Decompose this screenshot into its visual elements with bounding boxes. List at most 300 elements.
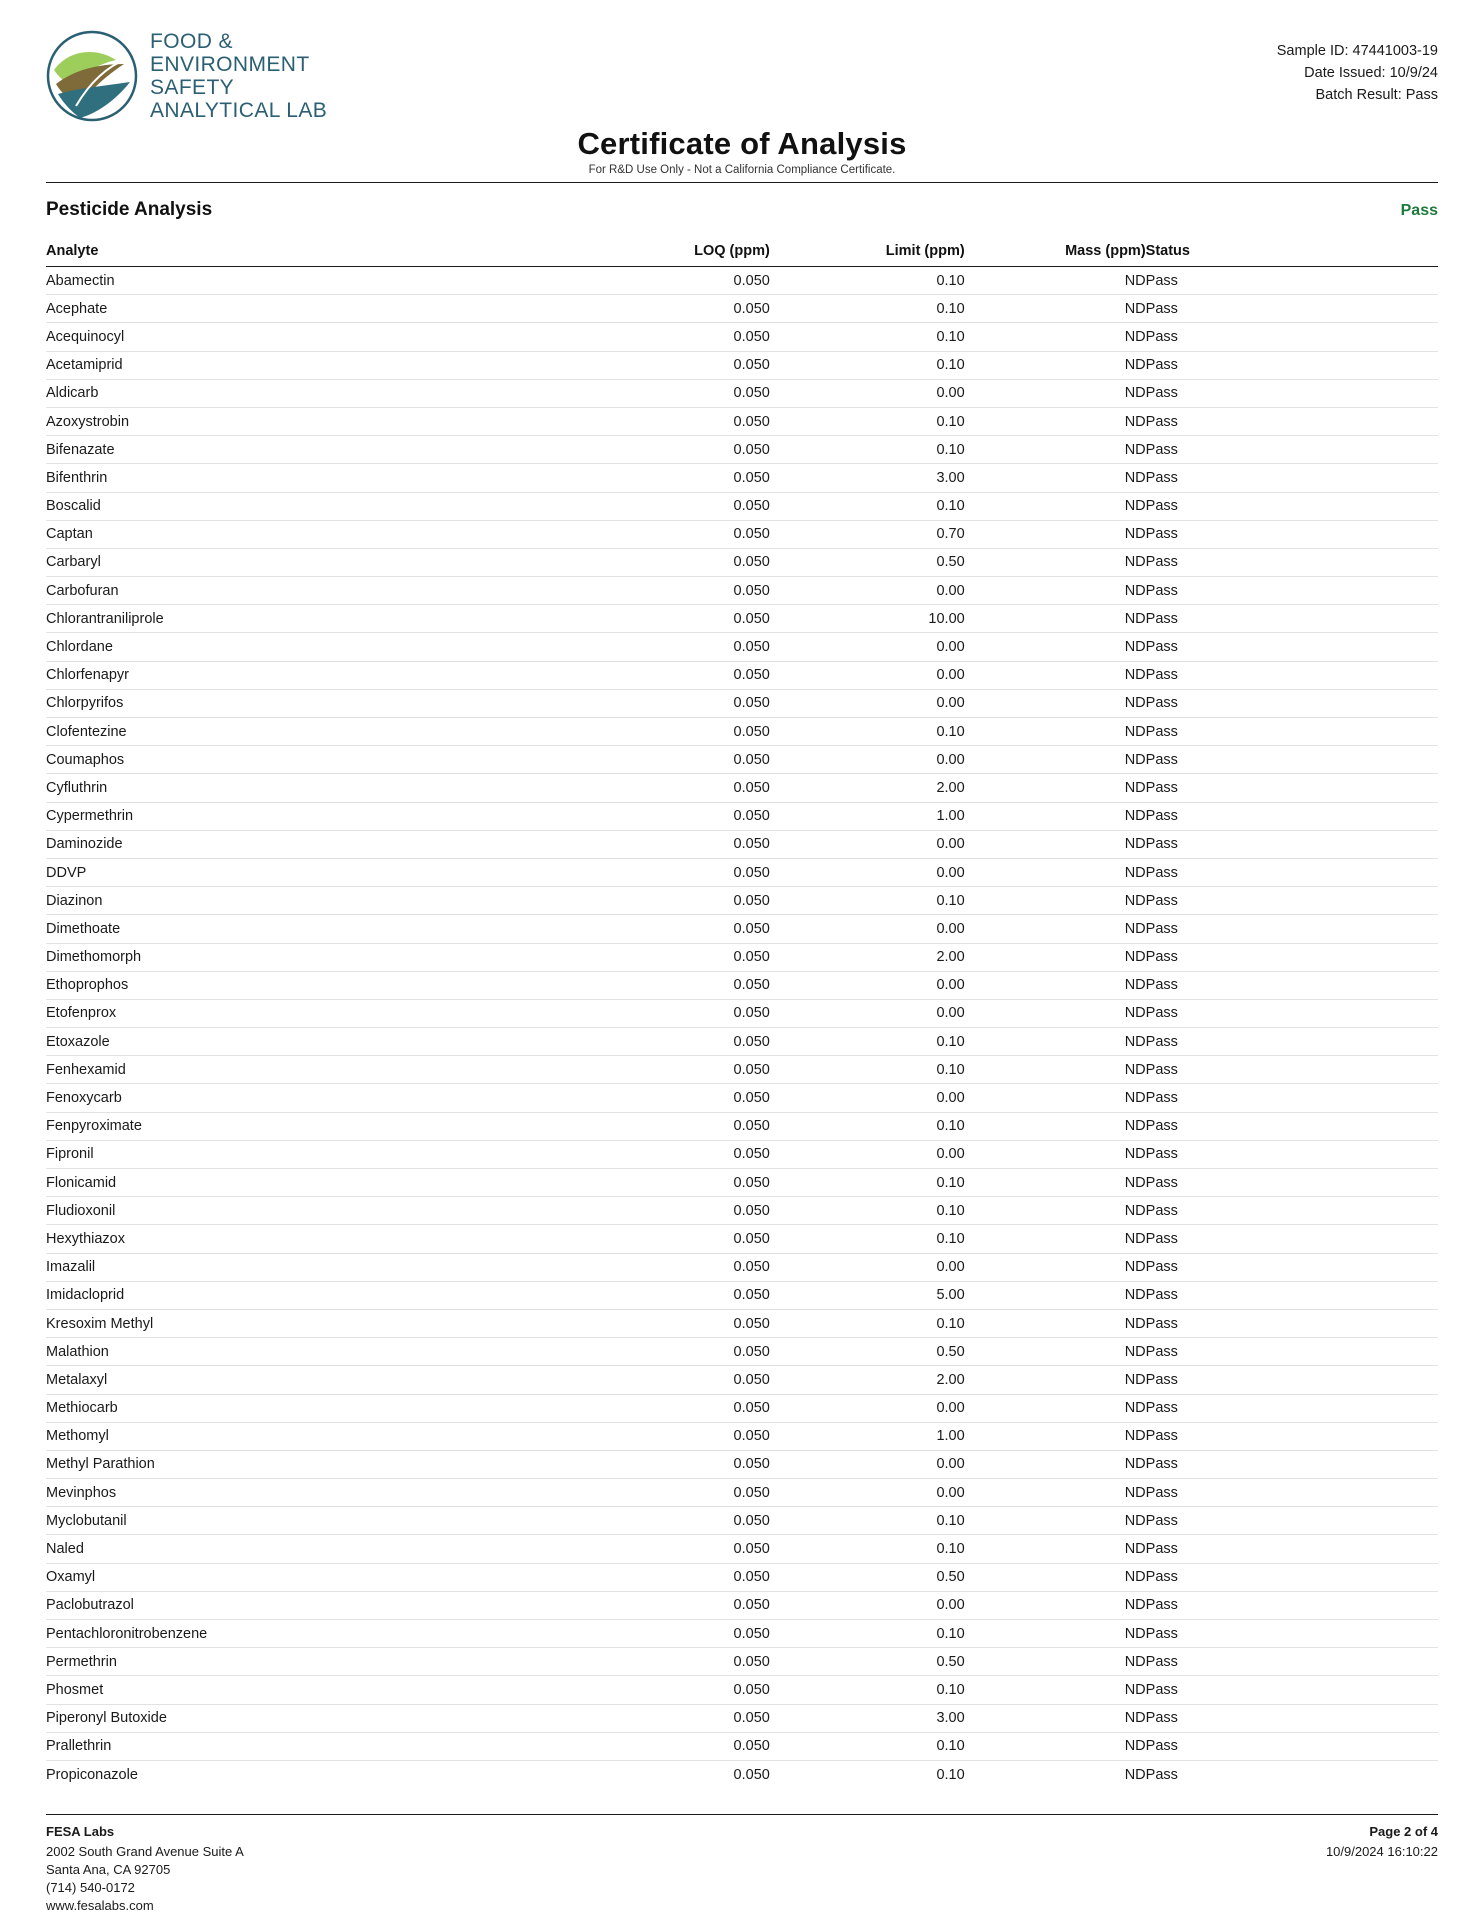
cell-analyte: Dimethomorph: [46, 943, 575, 971]
cell-analyte: Naled: [46, 1535, 575, 1563]
cell-status: Pass: [1146, 1281, 1438, 1309]
table-header-row: [46, 243, 1438, 267]
table-row: [46, 548, 1438, 576]
column-header-loq: LOQ (ppm): [575, 243, 770, 267]
table-row: [46, 1732, 1438, 1760]
cell-mass: ND: [965, 774, 1146, 802]
cell-analyte: Prallethrin: [46, 1732, 575, 1760]
cell-status: Pass: [1146, 351, 1438, 379]
logo-line-2: ENVIRONMENT: [150, 53, 310, 76]
cell-loq: 0.050: [575, 1450, 770, 1478]
table-row: [46, 407, 1438, 435]
cell-loq: 0.050: [575, 1084, 770, 1112]
cell-limit: 0.00: [770, 858, 965, 886]
cell-mass: ND: [965, 830, 1146, 858]
cell-status: Pass: [1145, 1766, 1178, 1783]
logo-line-1: FOOD &: [150, 30, 233, 53]
table-row: [46, 1648, 1438, 1676]
cell-limit: 0.10: [770, 295, 965, 323]
cell-loq: 0.050: [575, 1704, 770, 1732]
table-row: [46, 1197, 1438, 1225]
cell-limit: 0.50: [770, 1338, 965, 1366]
cell-status: Pass: [1146, 887, 1438, 915]
table-row: [46, 1591, 1438, 1619]
table-row: [46, 1676, 1438, 1704]
cell-status: Pass: [1146, 520, 1438, 548]
table-row: [46, 1366, 1438, 1394]
cell-limit: 0.10: [770, 1225, 965, 1253]
cell-limit: 0.10: [770, 1535, 965, 1563]
cell-status: Pass: [1146, 1394, 1438, 1422]
cell-loq: 0.050: [575, 1281, 770, 1309]
table-row: [46, 577, 1438, 605]
cell-limit: 0.00: [770, 1253, 965, 1281]
cell-loq: 0.050: [575, 858, 770, 886]
cell-limit: 0.10: [770, 1732, 965, 1760]
cell-mass: ND: [965, 464, 1146, 492]
cell-mass: ND: [965, 971, 1146, 999]
date-issued: Date Issued: 10/9/24: [1304, 65, 1438, 81]
cell-mass: ND: [965, 1394, 1146, 1422]
footer-address-2: Santa Ana, CA 92705: [46, 1862, 171, 1878]
cell-limit: 1.00: [770, 802, 965, 830]
cell-limit: 10.00: [770, 605, 965, 633]
cell-status: Pass: [1146, 1450, 1438, 1478]
cell-loq: 0.050: [575, 1620, 770, 1648]
cell-analyte: Kresoxim Methyl: [46, 1309, 575, 1337]
cell-status: Pass: [1146, 858, 1438, 886]
cell-status: Pass: [1146, 1056, 1438, 1084]
table-row: [46, 746, 1438, 774]
cell-status: Pass: [1146, 295, 1438, 323]
cell-analyte: Chlorfenapyr: [46, 661, 575, 689]
cell-mass: ND: [965, 718, 1146, 746]
cell-limit: 0.10: [770, 267, 965, 295]
cell-status: Pass: [1146, 1253, 1438, 1281]
cell-mass: ND: [965, 746, 1146, 774]
section-header: [46, 199, 1438, 221]
cell-analyte: Boscalid: [46, 492, 575, 520]
cell-analyte: Chlorpyrifos: [46, 689, 575, 717]
cell-mass: ND: [965, 1620, 1146, 1648]
cell-limit: 0.10: [770, 718, 965, 746]
cell-loq: 0.050: [575, 633, 770, 661]
column-header-limit: Limit (ppm): [770, 243, 965, 267]
table-row: [46, 1450, 1438, 1478]
table-row: [46, 1704, 1438, 1732]
footer-website[interactable]: www.fesalabs.com: [46, 1898, 154, 1914]
cell-loq: 0.050: [575, 887, 770, 915]
cell-limit: 0.70: [770, 520, 965, 548]
table-row: [46, 1253, 1438, 1281]
cell-status: Pass: [1146, 548, 1438, 576]
cell-loq: 0.050: [575, 1479, 770, 1507]
cell-status: Pass: [1146, 1225, 1438, 1253]
rd-use-note: For R&D Use Only - Not a California Compliance Certificate.: [588, 164, 896, 176]
cell-mass: ND: [965, 1507, 1146, 1535]
cell-status: Pass: [1146, 1366, 1438, 1394]
cell-status: Pass: [1146, 1169, 1438, 1197]
cell-loq: 0.050: [575, 1676, 770, 1704]
cell-limit: 0.00: [770, 379, 965, 407]
cell-mass: ND: [965, 943, 1146, 971]
leaf-wave-logo-icon: [46, 30, 138, 122]
cell-limit: 0.50: [770, 1648, 965, 1676]
lab-logo-text: [150, 30, 327, 122]
table-row: [46, 943, 1438, 971]
cell-limit: 0.10: [936, 1766, 965, 1783]
cell-analyte: Ethoprophos: [46, 971, 575, 999]
cell-limit: 0.00: [770, 577, 965, 605]
cell-status: Pass: [1146, 1563, 1438, 1591]
cell-analyte: Pentachloronitrobenzene: [46, 1620, 575, 1648]
cell-mass: ND: [965, 1676, 1146, 1704]
table-row: [46, 633, 1438, 661]
table-row: [46, 1056, 1438, 1084]
table-row: [46, 1507, 1438, 1535]
table-row: [46, 605, 1438, 633]
cell-mass: ND: [965, 1591, 1146, 1619]
logo-line-3: SAFETY: [150, 76, 235, 99]
table-row: [46, 1760, 1438, 1788]
cell-analyte: Piperonyl Butoxide: [46, 1704, 575, 1732]
cell-analyte: Cypermethrin: [46, 802, 575, 830]
cell-analyte: Mevinphos: [46, 1479, 575, 1507]
section-title: Pesticide Analysis: [46, 199, 213, 220]
cell-analyte: Methiocarb: [46, 1394, 575, 1422]
cell-analyte: Acephate: [46, 295, 575, 323]
cell-mass: ND: [965, 492, 1146, 520]
table-row: [46, 1169, 1438, 1197]
table-row: [46, 464, 1438, 492]
cell-analyte: Fenpyroximate: [46, 1112, 575, 1140]
cell-status: Pass: [1146, 1479, 1438, 1507]
cell-status: Pass: [1146, 661, 1438, 689]
cell-limit: 0.50: [770, 548, 965, 576]
cell-mass: ND: [965, 1338, 1146, 1366]
cell-limit: 0.10: [770, 1620, 965, 1648]
cell-loq: 0.050: [575, 689, 770, 717]
cell-loq: 0.050: [575, 1732, 770, 1760]
cell-mass: ND: [965, 351, 1146, 379]
cell-analyte: Flonicamid: [46, 1169, 575, 1197]
cell-analyte: Chlordane: [46, 633, 575, 661]
cell-mass: ND: [965, 1366, 1146, 1394]
table-row: [46, 1338, 1438, 1366]
cell-limit: 0.00: [770, 999, 965, 1027]
cell-status: Pass: [1146, 605, 1438, 633]
cell-status: Pass: [1146, 1028, 1438, 1056]
cell-mass: ND: [1124, 1766, 1146, 1783]
cell-loq: 0.050: [575, 520, 770, 548]
cell-analyte: Fenoxycarb: [46, 1084, 575, 1112]
cell-mass: ND: [965, 1732, 1146, 1760]
cell-status: Pass: [1146, 633, 1438, 661]
cell-limit: 0.00: [770, 1084, 965, 1112]
cell-limit: 0.10: [770, 351, 965, 379]
cell-limit: 0.10: [770, 1197, 965, 1225]
cell-mass: ND: [965, 1112, 1146, 1140]
lab-contact-info: [46, 1823, 244, 1915]
cell-analyte: Daminozide: [46, 830, 575, 858]
cell-analyte: Dimethoate: [46, 915, 575, 943]
table-row: [46, 915, 1438, 943]
cell-loq: 0.050: [575, 1028, 770, 1056]
cell-analyte: Acequinocyl: [46, 323, 575, 351]
cell-mass: ND: [965, 295, 1146, 323]
cell-mass: ND: [965, 436, 1146, 464]
cell-loq: 0.050: [575, 1366, 770, 1394]
cell-status: Pass: [1146, 1507, 1438, 1535]
cell-analyte: Azoxystrobin: [46, 407, 575, 435]
cell-loq: 0.050: [575, 295, 770, 323]
cell-mass: ND: [965, 1563, 1146, 1591]
table-row: [46, 323, 1438, 351]
cell-status: Pass: [1146, 1704, 1438, 1732]
cell-limit: 0.00: [770, 1140, 965, 1168]
cell-analyte: Acetamiprid: [46, 351, 575, 379]
cell-mass: ND: [965, 1281, 1146, 1309]
cell-limit: 0.00: [770, 1450, 965, 1478]
cell-status: Pass: [1146, 1338, 1438, 1366]
table-row: [46, 971, 1438, 999]
table-row: [46, 267, 1438, 295]
cell-analyte: Captan: [46, 520, 575, 548]
cell-loq: 0.050: [575, 1169, 770, 1197]
cell-loq: 0.050: [575, 548, 770, 576]
cell-mass: ND: [965, 577, 1146, 605]
cell-analyte: Paclobutrazol: [46, 1591, 575, 1619]
cell-loq: 0.050: [575, 464, 770, 492]
cell-limit: 0.00: [770, 633, 965, 661]
cell-mass: ND: [965, 1225, 1146, 1253]
cell-mass: ND: [965, 1479, 1146, 1507]
cell-loq: 0.050: [575, 1507, 770, 1535]
table-row: [46, 379, 1438, 407]
table-row: [46, 718, 1438, 746]
title-block: [46, 126, 1438, 162]
footer-print-timestamp: 10/9/2024 16:10:22: [1325, 1844, 1438, 1860]
cell-limit: 5.00: [770, 1281, 965, 1309]
cell-status: Pass: [1146, 915, 1438, 943]
cell-limit: 0.10: [770, 887, 965, 915]
sample-id: Sample ID: 47441003-19: [1276, 43, 1438, 59]
table-row: [46, 1084, 1438, 1112]
cell-limit: 0.00: [770, 830, 965, 858]
cell-mass: ND: [965, 1028, 1146, 1056]
cell-loq: 0.050: [575, 436, 770, 464]
cell-status: Pass: [1146, 774, 1438, 802]
cell-status: Pass: [1146, 1648, 1438, 1676]
table-row: [46, 1394, 1438, 1422]
cell-analyte: Carbaryl: [46, 548, 575, 576]
cell-limit: 1.00: [770, 1422, 965, 1450]
table-row: [46, 689, 1438, 717]
table-row: [46, 436, 1438, 464]
cell-limit: 0.10: [770, 1112, 965, 1140]
cell-analyte: Bifenthrin: [46, 464, 575, 492]
table-row: [46, 1309, 1438, 1337]
cell-analyte: Oxamyl: [46, 1563, 575, 1591]
batch-result: Batch Result: Pass: [1315, 87, 1438, 103]
table-row: [46, 1422, 1438, 1450]
cell-loq: 0.050: [575, 774, 770, 802]
document-footer: [46, 1814, 1438, 1915]
cell-mass: ND: [965, 379, 1146, 407]
cell-mass: ND: [965, 1169, 1146, 1197]
cell-status: Pass: [1146, 1197, 1438, 1225]
cell-status: Pass: [1146, 746, 1438, 774]
cell-analyte: Myclobutanil: [46, 1507, 575, 1535]
cell-analyte: Cyfluthrin: [46, 774, 575, 802]
cell-loq: 0.050: [575, 661, 770, 689]
cell-analyte: Fludioxonil: [46, 1197, 575, 1225]
cell-loq: 0.050: [575, 999, 770, 1027]
table-row: [46, 351, 1438, 379]
cell-loq: 0.050: [575, 1112, 770, 1140]
footer-phone: (714) 540-0172: [46, 1880, 135, 1896]
cell-status: Pass: [1146, 464, 1438, 492]
cell-limit: 0.10: [770, 407, 965, 435]
pesticide-results-table: [46, 243, 1438, 1788]
cell-loq: 0.050: [575, 718, 770, 746]
cell-status: Pass: [1146, 689, 1438, 717]
table-row: [46, 520, 1438, 548]
cell-limit: 0.10: [770, 1056, 965, 1084]
cell-mass: ND: [965, 548, 1146, 576]
cell-limit: 0.10: [770, 1507, 965, 1535]
cell-limit: 0.10: [770, 1169, 965, 1197]
cell-status: Pass: [1146, 379, 1438, 407]
cell-mass: ND: [965, 267, 1146, 295]
cell-loq: 0.050: [575, 351, 770, 379]
cell-loq: 0.050: [575, 577, 770, 605]
cell-limit: 3.00: [770, 464, 965, 492]
cell-loq: 0.050: [575, 943, 770, 971]
cell-limit: 0.00: [770, 915, 965, 943]
cell-status: Pass: [1146, 830, 1438, 858]
cell-mass: ND: [965, 1056, 1146, 1084]
table-body: [46, 267, 1438, 1789]
cell-status: Pass: [1146, 999, 1438, 1027]
cell-analyte: Metalaxyl: [46, 1366, 575, 1394]
cell-loq: 0.050: [575, 1394, 770, 1422]
cell-limit: 0.00: [770, 1479, 965, 1507]
logo-line-4: ANALYTICAL LAB: [150, 99, 328, 122]
cell-loq: 0.050: [733, 1766, 770, 1783]
cell-analyte: Propiconazole: [46, 1766, 138, 1783]
cell-status: Pass: [1146, 1140, 1438, 1168]
cell-status: Pass: [1146, 323, 1438, 351]
cell-analyte: Methyl Parathion: [46, 1450, 575, 1478]
cell-loq: 0.050: [575, 1338, 770, 1366]
table-row: [46, 774, 1438, 802]
section-status-badge: Pass: [1400, 202, 1438, 219]
cell-analyte: Imidacloprid: [46, 1281, 575, 1309]
footer-lab-name: FESA Labs: [46, 1824, 115, 1840]
cell-status: Pass: [1146, 718, 1438, 746]
table-row: [46, 802, 1438, 830]
cell-analyte: Hexythiazox: [46, 1225, 575, 1253]
cell-loq: 0.050: [575, 1591, 770, 1619]
cell-status: Pass: [1146, 943, 1438, 971]
cell-analyte: Fenhexamid: [46, 1056, 575, 1084]
cell-limit: 0.00: [770, 689, 965, 717]
cell-analyte: Phosmet: [46, 1676, 575, 1704]
cell-limit: 0.00: [770, 1394, 965, 1422]
cell-mass: ND: [965, 661, 1146, 689]
cell-mass: ND: [965, 802, 1146, 830]
cell-limit: 0.10: [770, 323, 965, 351]
lab-logo: [46, 30, 406, 122]
cell-status: Pass: [1146, 436, 1438, 464]
cell-analyte: Fipronil: [46, 1140, 575, 1168]
cell-loq: 0.050: [575, 379, 770, 407]
cell-loq: 0.050: [575, 1648, 770, 1676]
cell-mass: ND: [965, 1704, 1146, 1732]
page-title: Certificate of Analysis: [577, 126, 907, 161]
table-row: [46, 1112, 1438, 1140]
cell-mass: ND: [965, 1197, 1146, 1225]
cell-loq: 0.050: [575, 1197, 770, 1225]
document-header: [46, 30, 1438, 161]
cell-limit: 3.00: [770, 1704, 965, 1732]
cell-status: Pass: [1146, 492, 1438, 520]
cell-mass: ND: [965, 1648, 1146, 1676]
cell-analyte: Imazalil: [46, 1253, 575, 1281]
cell-mass: ND: [965, 1422, 1146, 1450]
table-row: [46, 830, 1438, 858]
cell-limit: 2.00: [770, 943, 965, 971]
column-header-mass: Mass (ppm): [965, 243, 1146, 267]
footer-address-1: 2002 South Grand Avenue Suite A: [46, 1844, 244, 1860]
cell-analyte: Clofentezine: [46, 718, 575, 746]
cell-loq: 0.050: [575, 323, 770, 351]
cell-status: Pass: [1146, 1620, 1438, 1648]
cell-loq: 0.050: [575, 492, 770, 520]
cell-mass: ND: [965, 407, 1146, 435]
cell-loq: 0.050: [575, 915, 770, 943]
cell-mass: ND: [965, 915, 1146, 943]
cell-mass: ND: [965, 1084, 1146, 1112]
column-header-status: Status: [1146, 243, 1438, 267]
cell-loq: 0.050: [575, 1535, 770, 1563]
header-divider: [46, 182, 1438, 183]
cell-mass: ND: [965, 1140, 1146, 1168]
cell-limit: 0.10: [770, 1676, 965, 1704]
cell-limit: 0.00: [770, 971, 965, 999]
cell-loq: 0.050: [575, 1225, 770, 1253]
cell-limit: 0.00: [770, 746, 965, 774]
table-header: [46, 243, 1438, 267]
cell-analyte: Chlorantraniliprole: [46, 605, 575, 633]
cell-analyte: Bifenazate: [46, 436, 575, 464]
cell-mass: ND: [965, 520, 1146, 548]
cell-status: Pass: [1146, 1676, 1438, 1704]
cell-mass: ND: [965, 1535, 1146, 1563]
cell-analyte: Abamectin: [46, 267, 575, 295]
table-row: [46, 1535, 1438, 1563]
table-row: [46, 999, 1438, 1027]
cell-mass: ND: [965, 323, 1146, 351]
cell-analyte: Aldicarb: [46, 379, 575, 407]
cell-limit: 0.10: [770, 436, 965, 464]
footer-page-info: [1326, 1823, 1438, 1861]
cell-status: Pass: [1146, 1732, 1438, 1760]
table-row: [46, 858, 1438, 886]
cell-limit: 0.00: [770, 1591, 965, 1619]
cell-analyte: Methomyl: [46, 1422, 575, 1450]
